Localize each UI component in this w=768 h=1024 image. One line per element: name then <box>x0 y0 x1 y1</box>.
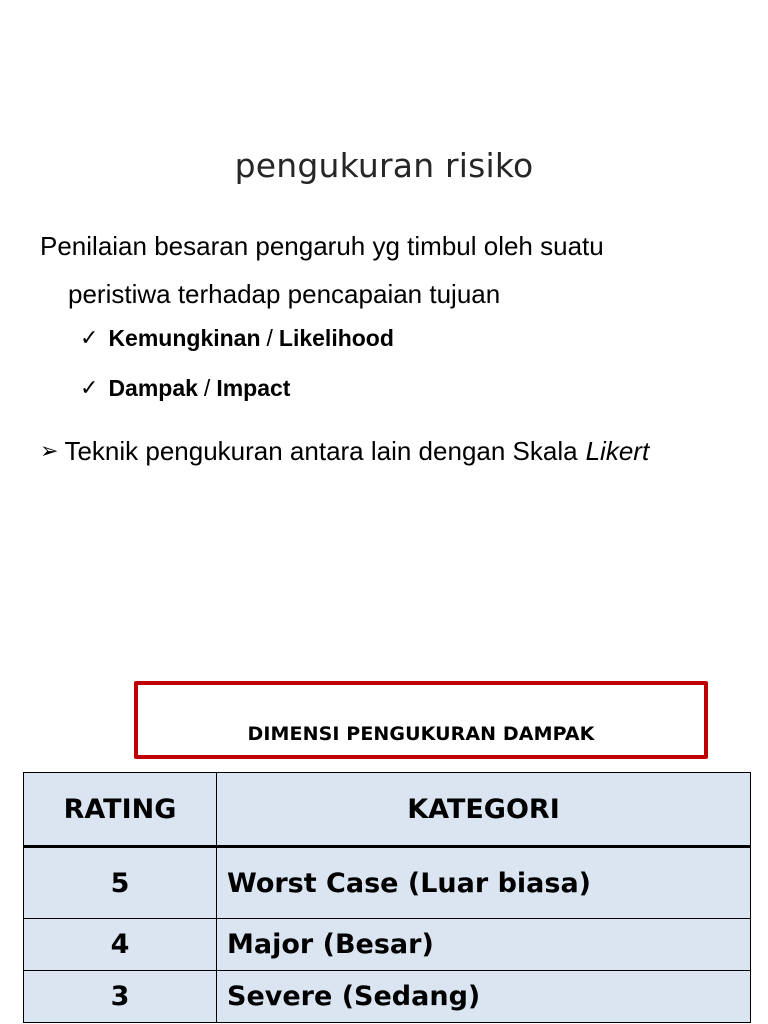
technique-text: Teknik pengukuran antara lain dengan Skala <box>64 436 578 466</box>
rating-cell: 5 <box>24 847 217 919</box>
table-caption: DIMENSI PENGUKURAN DAMPAK <box>247 723 595 745</box>
table-row <box>24 847 751 919</box>
arrow-bullet-icon: ➢ <box>40 439 59 464</box>
bullet-term-en: Likelihood <box>278 325 394 351</box>
paragraph-line-2: peristiwa terhadap pencapaian tujuan <box>68 279 501 309</box>
description-paragraph <box>40 222 740 318</box>
table-row <box>24 919 751 971</box>
header-rating: RATING <box>24 773 217 847</box>
rating-cell: 3 <box>24 971 217 1023</box>
slide-title: pengukuran risiko <box>234 146 534 185</box>
bullet-separator: / <box>266 325 273 351</box>
technique-italic: Likert <box>585 436 650 466</box>
impact-table <box>23 772 751 1023</box>
bullet-term: Dampak <box>108 375 198 401</box>
rating-cell: 4 <box>24 919 217 971</box>
bullet-term-en: Impact <box>216 375 291 401</box>
category-cell: Major (Besar) <box>217 919 751 971</box>
bullet-impact <box>80 375 290 402</box>
category-cell: Severe (Sedang) <box>217 971 751 1023</box>
bullet-term: Kemungkinan <box>108 325 261 351</box>
paragraph-line-1: Penilaian besaran pengaruh yg timbul oleh suatu <box>40 231 604 261</box>
category-cell: Worst Case (Luar biasa) <box>217 847 751 919</box>
bullet-likelihood <box>80 325 394 352</box>
caption-box <box>134 681 708 759</box>
header-category: KATEGORI <box>217 773 751 847</box>
technique-bullet <box>40 436 649 467</box>
table-header-row <box>24 773 751 847</box>
checkmark-icon: ✓ <box>80 376 99 401</box>
bullet-separator: / <box>203 375 211 401</box>
checkmark-icon: ✓ <box>80 326 99 351</box>
table-row <box>24 971 751 1023</box>
